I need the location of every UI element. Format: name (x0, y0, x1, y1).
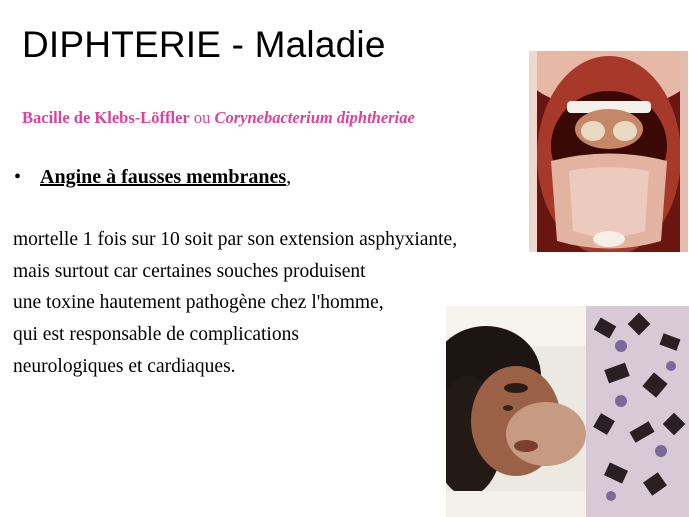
body-line: mortelle 1 fois sur 10 soit par son extension asphyxiante, (13, 229, 458, 250)
bullet-point (14, 166, 291, 189)
subtitle-bacillus-name: Bacille de Klebs-Löffler (22, 108, 190, 127)
body-line: neurologiques et cardiaques. (13, 355, 236, 377)
body-line: qui est responsable de complications (13, 324, 299, 346)
patient-photo (446, 306, 689, 517)
body-line: mais surtout car certaines souches produisent (13, 260, 366, 282)
bullet-symbol: • (14, 166, 22, 188)
slide-title: DIPHTERIE - Maladie (22, 24, 386, 65)
bullet-suffix: , (286, 166, 292, 188)
slide-subtitle (22, 108, 415, 128)
body-line: une toxine hautement pathogène chez l'homme, (13, 292, 384, 314)
subtitle-connector: ou (189, 108, 215, 127)
subtitle-latin-name: Corynebacterium diphtheriae (214, 108, 415, 127)
bullet-heading: Angine à fausses membranes (40, 166, 287, 188)
throat-photo (529, 51, 688, 252)
